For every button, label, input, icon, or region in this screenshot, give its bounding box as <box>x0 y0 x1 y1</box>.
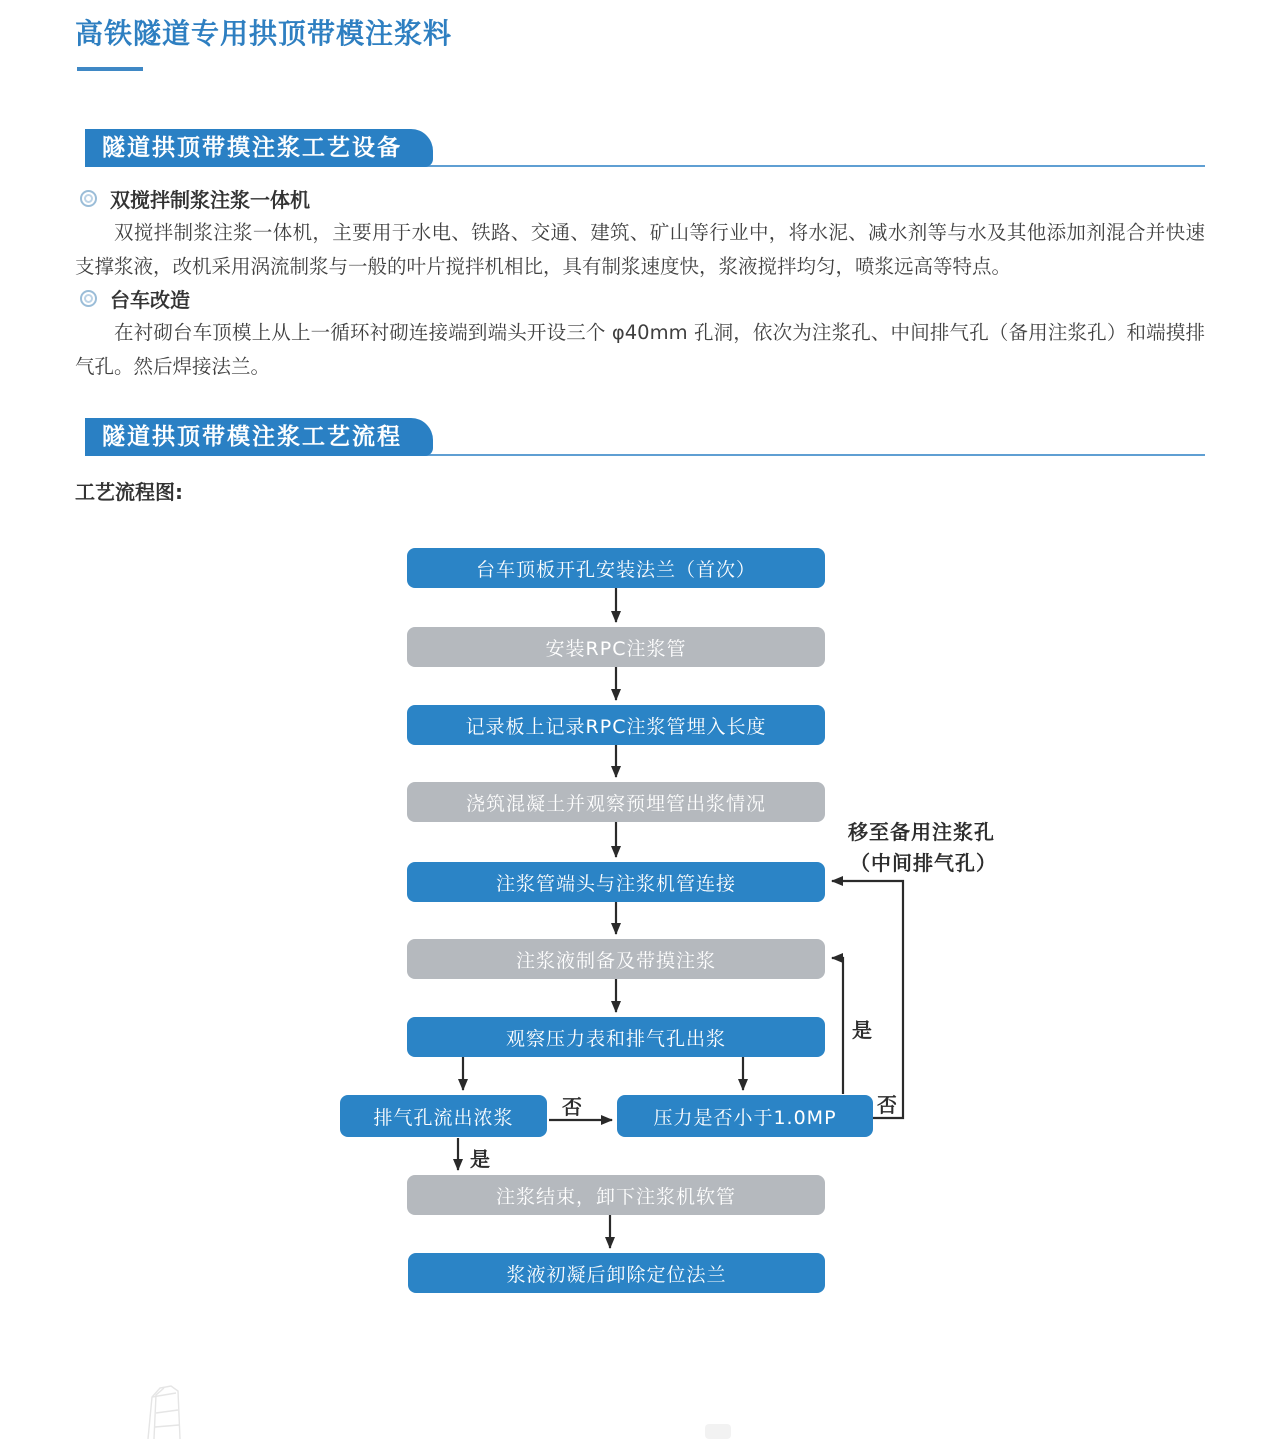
flowchart <box>0 540 1280 1335</box>
section-banner-equipment: 隧道拱顶带摸注浆工艺设备 <box>85 129 433 167</box>
watermark-smudge <box>705 1424 731 1439</box>
bullet-heading-label: 台车改造 <box>110 288 190 312</box>
flow-step-remove-flange: 浆液初凝后卸除定位法兰 <box>408 1253 825 1293</box>
flowchart-intro-label: 工艺流程图: <box>75 480 183 504</box>
loop-note-line1: 移至备用注浆孔 <box>848 820 995 844</box>
page-title: 高铁隧道专用拱顶带模注浆料 <box>75 17 453 50</box>
flow-step-install-rpc-pipe: 安装RPC注浆管 <box>407 627 825 667</box>
flow-step-record-length: 记录板上记录RPC注浆管埋入长度 <box>407 705 825 745</box>
flow-step-prepare-grout: 注浆液制备及带摸注浆 <box>407 939 825 979</box>
edge-label-no-between: 否 <box>562 1095 582 1119</box>
paragraph-trolley: 在衬砌台车顶模上从上一循环衬砌连接端到端头开设三个 φ40mm 孔洞，依次为注浆孔、中间排气孔（备用注浆孔）和端摸排气孔。然后焊接法兰。 <box>75 321 1205 378</box>
edge-label-yes-down: 是 <box>470 1147 490 1171</box>
bullet-heading-mixer <box>80 184 310 213</box>
loop-note-line2: （中间排气孔） <box>850 851 997 875</box>
circle-bullet-icon <box>80 190 97 207</box>
circle-bullet-icon <box>80 290 97 307</box>
flow-step-vent-thick-grout: 排气孔流出浓浆 <box>340 1095 547 1137</box>
edge-label-no-loop: 否 <box>877 1093 897 1117</box>
flow-step-drill-install-flange: 台车顶板开孔安装法兰（首次） <box>407 548 825 588</box>
flow-step-pour-concrete-observe: 浇筑混凝土并观察预埋管出浆情况 <box>407 782 825 822</box>
bullet-heading-label: 双搅拌制浆注浆一体机 <box>110 188 310 212</box>
building-watermark-icon <box>140 1383 190 1439</box>
title-underline <box>77 67 143 71</box>
paragraph-mixer: 双搅拌制浆注浆一体机，主要用于水电、铁路、交通、建筑、矿山等行业中，将水泥、减水剂等与水及其他添加剂混合并快速支撑浆液，改机采用涡流制浆与一般的叶片搅拌机相比，具有制浆速度快，浆液搅拌均匀，喷浆远高等特点。 <box>75 221 1205 278</box>
bullet-heading-trolley <box>80 284 190 313</box>
flow-step-finish-remove-hose: 注浆结束，卸下注浆机软管 <box>407 1175 825 1215</box>
section-banner-process: 隧道拱顶带模注浆工艺流程 <box>85 418 433 456</box>
edge-label-yes-loop: 是 <box>852 1018 872 1042</box>
flow-step-pressure-check: 压力是否小于1.0MP <box>617 1095 873 1137</box>
flow-step-connect-pipe: 注浆管端头与注浆机管连接 <box>407 862 825 902</box>
flow-step-observe-pressure: 观察压力表和排气孔出浆 <box>407 1017 825 1057</box>
